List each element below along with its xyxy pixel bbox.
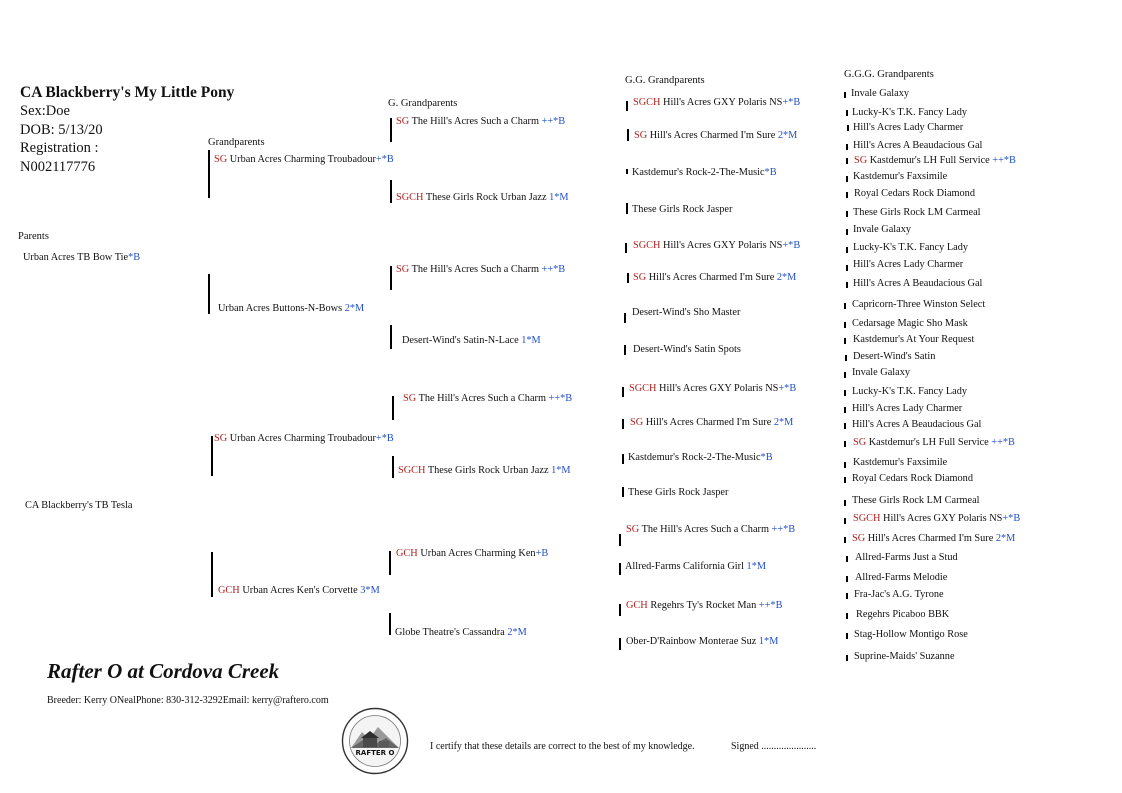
ggg-grandparents-entry: [853, 171, 947, 183]
animal-name: Kastdemur's Faxsimile: [853, 457, 948, 468]
show-title: SG: [630, 417, 644, 428]
g-grandparents-entry: [396, 192, 569, 204]
animal-name: Capricorn-Three Winston Select: [852, 299, 986, 310]
ggg-grandparents-entry: [852, 107, 967, 119]
animal-name: Urban Acres Charming Troubadour: [229, 433, 376, 444]
bracket-line: [208, 150, 210, 198]
animal-name: The Hill's Acres Such a Charm: [418, 393, 546, 404]
animal-name: CA Blackberry's TB Tesla: [25, 500, 133, 511]
gg-grandparents-entry: [628, 452, 773, 464]
show-title: SGCH: [633, 240, 661, 251]
animal-name: Hill's Acres GXY Polaris NS: [663, 97, 783, 108]
bracket-line: [627, 129, 629, 141]
bracket-line: [390, 180, 392, 203]
bracket-line: [846, 176, 848, 182]
dob: DOB: 5/13/20: [20, 122, 103, 138]
animal-name: Hill's Acres GXY Polaris NS: [663, 240, 783, 251]
bracket-line: [844, 462, 846, 468]
gg-grandparents-entry: [630, 417, 793, 429]
ggg-grandparents-entry: [853, 351, 935, 363]
show-title: GCH: [396, 548, 418, 559]
animal-name: Desert-Wind's Satin: [853, 351, 936, 362]
milk-star-suffix: +*B: [375, 433, 394, 444]
ggg-grandparents-entry: [856, 609, 949, 621]
grandparents-entry: [214, 433, 394, 445]
bracket-line: [624, 313, 626, 323]
ggg-grandparents-entry: [852, 495, 980, 507]
ggg-grandparents-entry: [854, 155, 1016, 167]
bracket-line: [619, 604, 621, 616]
animal-name: Invale Galaxy: [852, 367, 911, 378]
animal-name: Allred-Farms Melodie: [855, 572, 948, 583]
ggg-grandparents-entry: [854, 629, 968, 641]
animal-name: Globe Theatre's Cassandra: [395, 627, 505, 638]
header-grandparents: Grandparents: [208, 137, 265, 148]
parents-entry: [23, 252, 140, 264]
show-title: SGCH: [398, 465, 426, 476]
animal-name: Desert-Wind's Satin Spots: [633, 344, 741, 355]
ggg-grandparents-entry: [852, 367, 910, 379]
milk-star-suffix: +*B: [778, 383, 797, 394]
bracket-line: [846, 247, 848, 253]
milk-star-suffix: ++*B: [538, 264, 566, 275]
animal-name: Hill's Acres GXY Polaris NS: [883, 513, 1003, 524]
show-title: SG: [854, 155, 868, 166]
bracket-line: [626, 101, 628, 111]
bracket-line: [624, 345, 626, 355]
bracket-line: [846, 576, 848, 582]
animal-name: Hill's Acres Charmed I'm Sure: [648, 272, 775, 283]
bracket-line: [390, 266, 392, 290]
ggg-grandparents-entry: [851, 88, 909, 100]
milk-star-suffix: 2*M: [342, 303, 365, 314]
animal-name: Cedarsage Magic Sho Mask: [852, 318, 968, 329]
milk-star-suffix: ++*B: [756, 600, 783, 611]
show-title: SG: [214, 154, 228, 165]
show-title: SG: [853, 437, 867, 448]
signature-line: Signed ......................: [731, 741, 817, 752]
bracket-line: [390, 325, 392, 349]
animal-name: These Girls Rock Urban Jazz: [425, 192, 547, 203]
bracket-line: [844, 407, 846, 413]
show-title: SG: [633, 272, 647, 283]
gg-grandparents-entry: [633, 97, 800, 109]
g-grandparents-entry: [398, 465, 571, 477]
farm-name: Rafter O at Cordova Creek: [47, 659, 280, 683]
bracket-line: [846, 593, 848, 599]
bracket-line: [844, 303, 846, 309]
milk-star-suffix: 2*M: [774, 272, 797, 283]
ggg-grandparents-entry: [853, 457, 947, 469]
gg-grandparents-entry: [633, 344, 741, 356]
milk-star-suffix: *B: [128, 252, 141, 263]
bracket-line: [844, 372, 846, 378]
bracket-line: [846, 613, 848, 619]
animal-name: Urban Acres Charming Ken: [420, 548, 536, 559]
bracket-line: [846, 633, 848, 639]
animal-name: Hill's Acres Charmed I'm Sure: [645, 417, 772, 428]
bracket-line: [844, 390, 846, 396]
milk-star-suffix: +B: [535, 548, 549, 559]
animal-name: Ober-D'Rainbow Monterae Suz: [626, 636, 757, 647]
animal-name: Kastdemur's Rock-2-The-Music: [632, 167, 765, 178]
animal-name: Urban Acres Charming Troubadour: [229, 154, 376, 165]
milk-star-suffix: ++*B: [989, 155, 1016, 166]
grandparents-entry: [218, 585, 380, 597]
animal-name: Desert-Wind's Satin-N-Lace: [402, 335, 519, 346]
animal-name: Royal Cedars Rock Diamond: [852, 473, 973, 484]
animal-name: Regehrs Ty's Rocket Man: [650, 600, 757, 611]
animal-name: The Hill's Acres Such a Charm: [411, 264, 539, 275]
animal-name: Lucky-K's T.K. Fancy Lady: [852, 107, 968, 118]
animal-name: Hill's Acres GXY Polaris NS: [659, 383, 779, 394]
bracket-line: [846, 144, 848, 150]
bracket-line: [846, 265, 848, 271]
header-parents: Parents: [18, 231, 49, 242]
g-grandparents-entry: [396, 548, 548, 560]
milk-star-suffix: 1*M: [548, 465, 571, 476]
bracket-line: [622, 387, 624, 397]
registration-label: Registration :: [20, 140, 99, 156]
bracket-line: [619, 563, 621, 575]
ggg-grandparents-entry: [852, 533, 1015, 545]
animal-name: These Girls Rock Jasper: [632, 204, 733, 215]
milk-star-suffix: ++*B: [768, 524, 796, 535]
animal-name: Lucky-K's T.K. Fancy Lady: [852, 386, 968, 397]
ggg-grandparents-entry: [853, 242, 968, 254]
animal-name: Urban Acres TB Bow Tie: [23, 252, 129, 263]
bracket-line: [844, 92, 846, 98]
g-grandparents-entry: [396, 116, 565, 128]
ggg-grandparents-entry: [854, 188, 975, 200]
milk-star-suffix: +*B: [1002, 513, 1021, 524]
animal-name: CA Blackberry's My Little Pony: [20, 84, 235, 101]
header-g-grandparents: G. Grandparents: [388, 98, 458, 109]
animal-name: Kastdemur's At Your Request: [853, 334, 975, 345]
animal-name: Regehrs Picaboo BBK: [856, 609, 950, 620]
sex: Sex:Doe: [20, 103, 70, 119]
bracket-line: [211, 552, 213, 597]
show-title: SG: [852, 533, 866, 544]
bracket-line: [389, 551, 391, 575]
ggg-grandparents-entry: [853, 513, 1020, 525]
show-title: SGCH: [396, 192, 424, 203]
animal-name: Kastdemur's Faxsimile: [853, 171, 948, 182]
milk-star-suffix: 2*M: [775, 130, 798, 141]
animal-name: The Hill's Acres Such a Charm: [411, 116, 539, 127]
milk-star-suffix: 2*M: [771, 417, 794, 428]
bracket-line: [392, 396, 394, 420]
bracket-line: [846, 655, 848, 661]
show-title: SGCH: [633, 97, 661, 108]
ggg-grandparents-entry: [853, 278, 982, 290]
bracket-line: [626, 169, 628, 174]
animal-name: These Girls Rock Urban Jazz: [427, 465, 549, 476]
animal-name: Hill's Acres A Beaudacious Gal: [853, 278, 983, 289]
gg-grandparents-entry: [626, 524, 795, 536]
ggg-grandparents-entry: [853, 334, 974, 346]
animal-name: Hill's Acres A Beaudacious Gal: [853, 140, 983, 151]
header-gg-grandparents: G.G. Grandparents: [625, 75, 705, 86]
ggg-grandparents-entry: [852, 318, 968, 330]
gg-grandparents-entry: [632, 307, 740, 319]
farm-logo: [341, 707, 409, 775]
milk-star-suffix: 1*M: [546, 192, 569, 203]
ggg-grandparents-entry: [853, 140, 982, 152]
milk-star-suffix: +*B: [375, 154, 394, 165]
animal-name: These Girls Rock LM Carmeal: [853, 207, 981, 218]
bracket-line: [619, 638, 621, 650]
gg-grandparents-entry: [629, 383, 796, 395]
show-title: SGCH: [853, 513, 881, 524]
bracket-line: [844, 518, 846, 524]
bracket-line: [847, 125, 849, 131]
bracket-line: [208, 274, 210, 314]
animal-name: Hill's Acres Lady Charmer: [852, 403, 963, 414]
logo-text: RAFTER O: [355, 749, 395, 757]
show-title: SG: [626, 524, 640, 535]
bracket-line: [844, 423, 846, 429]
bracket-line: [844, 500, 846, 506]
animal-name: Kastdemur's LH Full Service: [868, 437, 989, 448]
milk-star-suffix: +*B: [782, 97, 801, 108]
bracket-line: [211, 436, 213, 476]
milk-star-suffix: 1*M: [756, 636, 779, 647]
gg-grandparents-entry: [632, 204, 732, 216]
show-title: SG: [396, 264, 410, 275]
grandparents-entry: [218, 303, 364, 315]
milk-star-suffix: ++*B: [538, 116, 566, 127]
g-grandparents-entry: [396, 264, 565, 276]
show-title: SG: [396, 116, 410, 127]
g-grandparents-entry: [395, 627, 527, 639]
gg-grandparents-entry: [626, 636, 778, 648]
bracket-line: [390, 118, 392, 142]
animal-name: These Girls Rock LM Carmeal: [852, 495, 980, 506]
ggg-grandparents-entry: [853, 207, 981, 219]
milk-star-suffix: 2*M: [504, 627, 527, 638]
show-title: GCH: [218, 585, 240, 596]
ggg-grandparents-entry: [852, 473, 973, 485]
ggg-grandparents-entry: [853, 224, 911, 236]
ggg-grandparents-entry: [852, 419, 981, 431]
animal-name: Royal Cedars Rock Diamond: [854, 188, 975, 199]
milk-star-suffix: *B: [764, 167, 777, 178]
header-ggg-grandparents: G.G.G. Grandparents: [844, 69, 934, 80]
registration-number: N002117776: [20, 159, 96, 175]
ggg-grandparents-entry: [852, 403, 962, 415]
bracket-line: [627, 273, 629, 283]
bracket-line: [626, 203, 628, 214]
bracket-line: [846, 110, 848, 116]
show-title: GCH: [626, 600, 648, 611]
bracket-line: [392, 456, 394, 478]
parents-entry: [25, 500, 132, 512]
animal-name: Lucky-K's T.K. Fancy Lady: [853, 242, 969, 253]
ggg-grandparents-entry: [852, 299, 985, 311]
bracket-line: [622, 487, 624, 497]
bracket-line: [844, 338, 846, 344]
animal-name: Hill's Acres A Beaudacious Gal: [852, 419, 982, 430]
milk-star-suffix: ++*B: [545, 393, 573, 404]
ggg-grandparents-entry: [853, 259, 963, 271]
milk-star-suffix: 3*M: [357, 585, 380, 596]
ggg-grandparents-entry: [852, 386, 967, 398]
animal-name: Kastdemur's Rock-2-The-Music: [628, 452, 761, 463]
gg-grandparents-entry: [632, 167, 777, 179]
bracket-line: [846, 192, 848, 198]
bracket-line: [625, 243, 627, 253]
animal-name: Hill's Acres Charmed I'm Sure: [649, 130, 776, 141]
bracket-line: [846, 556, 848, 562]
gg-grandparents-entry: [625, 561, 766, 573]
bracket-line: [846, 158, 848, 164]
animal-name: Hill's Acres Charmed I'm Sure: [867, 533, 994, 544]
g-grandparents-entry: [403, 393, 572, 405]
milk-star-suffix: ++*B: [988, 437, 1015, 448]
animal-name: These Girls Rock Jasper: [628, 487, 729, 498]
grandparents-entry: [214, 154, 394, 166]
animal-name: Desert-Wind's Sho Master: [632, 307, 741, 318]
milk-star-suffix: 2*M: [993, 533, 1016, 544]
bracket-line: [622, 454, 624, 464]
ggg-grandparents-entry: [853, 437, 1015, 449]
animal-name: Invale Galaxy: [851, 88, 910, 99]
bracket-line: [622, 419, 624, 429]
bracket-line: [846, 211, 848, 217]
bracket-line: [619, 534, 621, 546]
ggg-grandparents-entry: [854, 651, 955, 663]
animal-name: Urban Acres Ken's Corvette: [242, 585, 358, 596]
milk-star-suffix: 1*M: [743, 561, 766, 572]
gg-grandparents-entry: [626, 600, 782, 612]
bracket-line: [844, 322, 846, 328]
animal-name: Invale Galaxy: [853, 224, 912, 235]
animal-name: Kastdemur's LH Full Service: [869, 155, 990, 166]
show-title: SG: [214, 433, 228, 444]
bracket-line: [846, 229, 848, 235]
g-grandparents-entry: [402, 335, 541, 347]
milk-star-suffix: *B: [760, 452, 773, 463]
bracket-line: [845, 355, 847, 361]
gg-grandparents-entry: [634, 130, 797, 142]
gg-grandparents-entry: [633, 272, 796, 284]
animal-name: The Hill's Acres Such a Charm: [641, 524, 769, 535]
bracket-line: [389, 613, 391, 635]
animal-name: Stag-Hollow Montigo Rose: [854, 629, 968, 640]
ggg-grandparents-entry: [855, 572, 947, 584]
bracket-line: [844, 537, 846, 543]
animal-name: Fra-Jac's A.G. Tyrone: [854, 589, 944, 600]
animal-name: Hill's Acres Lady Charmer: [853, 122, 964, 133]
bracket-line: [844, 441, 846, 447]
animal-name: Allred-Farms California Girl: [625, 561, 744, 572]
ggg-grandparents-entry: [854, 589, 944, 601]
ggg-grandparents-entry: [853, 122, 963, 134]
gg-grandparents-entry: [633, 240, 800, 252]
milk-star-suffix: 1*M: [518, 335, 541, 346]
animal-name: Hill's Acres Lady Charmer: [853, 259, 964, 270]
breeder-contact: Breeder: Kerry ONealPhone: 830-312-3292Email: kerry@raftero.com: [47, 695, 329, 706]
bracket-line: [844, 477, 846, 483]
certification-text: I certify that these details are correct to the best of my knowledge.: [430, 741, 695, 752]
gg-grandparents-entry: [628, 487, 728, 499]
show-title: SG: [403, 393, 417, 404]
animal-name: Suprine-Maids' Suzanne: [854, 651, 955, 662]
show-title: SGCH: [629, 383, 657, 394]
bracket-line: [846, 282, 848, 288]
animal-name: Allred-Farms Just a Stud: [855, 552, 958, 563]
animal-name: Urban Acres Buttons-N-Bows: [218, 303, 343, 314]
ggg-grandparents-entry: [855, 552, 958, 564]
show-title: SG: [634, 130, 648, 141]
milk-star-suffix: +*B: [782, 240, 801, 251]
